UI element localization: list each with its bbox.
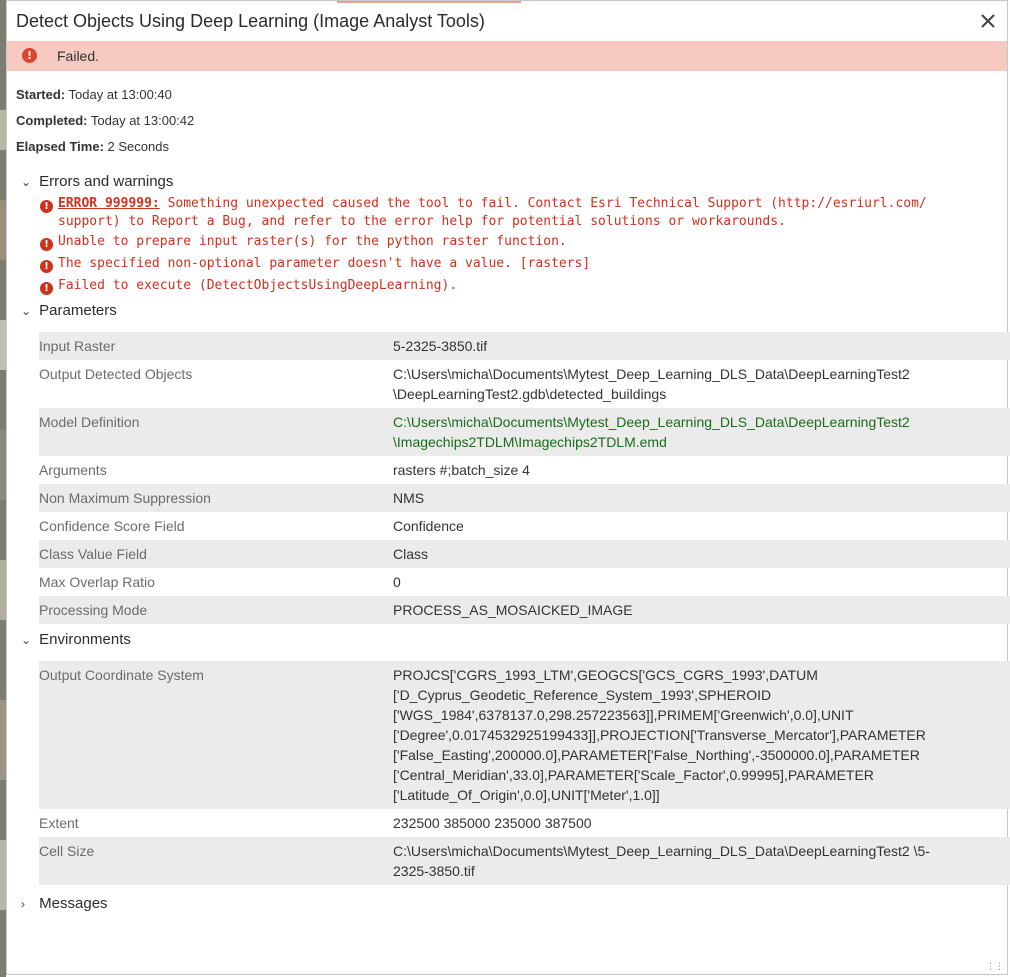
param-value: NMS [393,484,1010,512]
table-row [39,568,1010,596]
section-messages-label: Messages [39,895,108,912]
geoprocessing-result-dialog [6,0,1008,975]
parameters-table [39,332,1010,624]
section-parameters[interactable] [21,302,117,319]
table-row [39,408,1010,456]
param-value: Class [393,540,1010,568]
table-row [39,661,1010,809]
error-item [40,255,990,275]
param-label: Max Overlap Ratio [39,574,155,590]
close-button[interactable] [977,10,999,32]
elapsed-label: Elapsed Time: [16,139,104,154]
param-label: Confidence Score Field [39,518,185,534]
param-value: 0 [393,574,401,590]
started-value: Today at 13:00:40 [68,87,172,102]
param-label: Non Maximum Suppression [39,484,393,512]
table-row [39,540,1010,568]
table-row [39,360,1010,408]
env-label: Cell Size [39,837,393,885]
error-icon: ! [40,200,53,213]
error-code-link[interactable]: ERROR 999999: [58,196,160,211]
section-environments-label: Environments [39,631,131,648]
env-value: 232500 385000 235000 387500 [393,815,592,831]
table-row [39,332,1010,360]
error-item [40,233,990,253]
table-row [39,456,1010,484]
param-value: C:\Users\micha\Documents\Mytest_Deep_Learning_DLS_Data\DeepLearningTest2 \DeepLearningTest2.gdb\detected_buildings [393,366,910,402]
elapsed-row [16,139,169,154]
error-item [40,195,990,231]
error-icon: ! [22,48,37,63]
chevron-right-icon: › [21,897,25,911]
env-label: Extent [39,815,79,831]
section-messages[interactable] [21,895,108,912]
error-message: Something unexpected caused the tool to fail. Contact Esri Technical Support (http://esriurl.com/ support) to Report a Bug, and refer to the error help for potential solutions or workarounds. [58,196,927,229]
elapsed-value: 2 Seconds [107,139,169,154]
started-row [16,87,172,102]
error-icon: ! [40,282,53,295]
status-banner [7,41,1007,71]
error-item [40,277,990,297]
error-message: The specified non-optional parameter doesn't have a value. [rasters] [58,256,591,271]
param-value: rasters #;batch_size 4 [393,462,530,478]
completed-value: Today at 13:00:42 [90,113,195,128]
param-label: Arguments [39,462,107,478]
param-label: Input Raster [39,332,393,360]
param-label: Processing Mode [39,596,393,624]
env-value: C:\Users\micha\Documents\Mytest_Deep_Learning_DLS_Data\DeepLearningTest2 \5-2325-3850.tif [393,837,1010,885]
param-label: Class Value Field [39,540,393,568]
section-parameters-label: Parameters [39,302,117,319]
chevron-down-icon: ⌄ [21,633,32,647]
param-label: Model Definition [39,408,393,456]
close-icon [977,10,999,32]
env-value: PROJCS['CGRS_1993_LTM',GEOGCS['GCS_CGRS_1993',DATUM ['D_Cyprus_Geodetic_Reference_System_1993',SPHEROID ['WGS_1984',6378137.0,298.257223563]],PRIMEM['Greenwich',0.0],UNIT ['Degree',0.0174532925199433]],PROJECTION['Transverse_Mercator'],PARAMETER ['False_Easting',200000.0],PARAMETER['False_Northing',-3500000.0],PARAMETER ['Central_Meridian',33.0],PARAMETER['Scale_Factor',0.99995],PARAMETER ['Latitude_Of_Origin',0.0],UNIT['Meter',1.0]] [393,661,1010,809]
error-icon: ! [40,260,53,273]
section-errors-and-warnings[interactable] [21,173,173,190]
dialog-title: Detect Objects Using Deep Learning (Image Analyst Tools) [16,11,485,31]
table-row [39,809,1010,837]
error-icon: ! [40,238,53,251]
error-message: Unable to prepare input raster(s) for the python raster function. [58,234,567,249]
completed-label: Completed: [16,113,88,128]
error-list [40,195,990,299]
table-row [39,484,1010,512]
completed-row [16,113,194,128]
status-text: Failed. [57,48,100,64]
param-label: Output Detected Objects [39,366,193,382]
error-message: Failed to execute (DetectObjectsUsingDeepLearning). [58,278,458,293]
param-value-model-path[interactable]: C:\Users\micha\Documents\Mytest_Deep_Learning_DLS_Data\DeepLearningTest2 \Imagechips2TDLM\Imagechips2TDLM.emd [393,408,1010,456]
chevron-down-icon: ⌄ [21,175,32,189]
table-row [39,837,1010,885]
started-label: Started: [16,87,66,102]
table-row [39,512,1010,540]
table-row [39,596,1010,624]
environments-table [39,661,1010,885]
chevron-down-icon: ⌄ [21,304,32,318]
title-bar [7,1,1007,41]
section-environments[interactable] [21,631,131,648]
param-value: PROCESS_AS_MOSAICKED_IMAGE [393,596,1010,624]
param-value: 5-2325-3850.tif [393,332,1010,360]
param-value: Confidence [393,518,464,534]
env-label: Output Coordinate System [39,661,393,809]
resize-grip-icon[interactable]: ⋮⋮ [986,961,1004,971]
section-errors-label: Errors and warnings [39,173,174,190]
